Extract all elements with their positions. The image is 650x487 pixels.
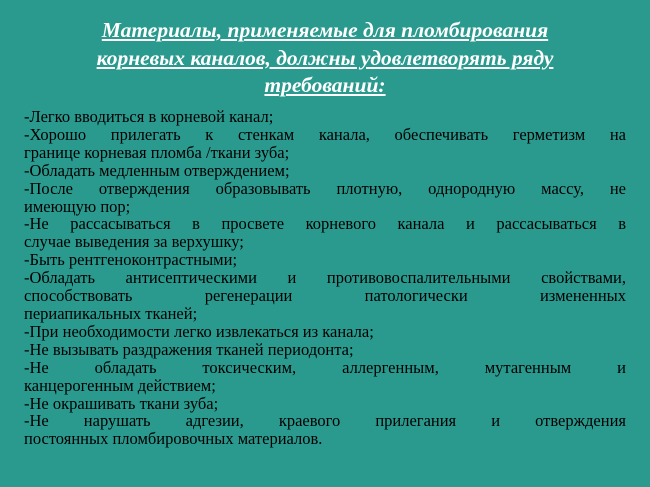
requirement-line: -Хорошо прилегать к стенкам канала, обеспечивать герметизм на [24, 124, 626, 144]
requirement-line: границе корневая пломба /ткани зуба; [24, 142, 290, 162]
title-line-1: Материалы, применяемые для пломбирования [101, 18, 549, 42]
title-line-3: требований: [264, 73, 386, 97]
title-line-2: корневых каналов, должны удовлетворять ряду [96, 45, 554, 70]
requirement-line: -Не рассасываться в просвете корневого канала и рассасываться в [24, 214, 626, 234]
requirement-item-1 [24, 108, 626, 126]
requirement-line: имеющую пор; [24, 196, 131, 216]
requirement-line: -Не окрашивать ткани зуба; [24, 393, 219, 413]
requirement-line: случае выведения за верхушку; [24, 232, 244, 252]
requirement-item-9 [24, 341, 626, 359]
requirement-item-8 [24, 323, 626, 341]
requirement-line: -Не вызывать раздражения тканей периодонта; [24, 339, 354, 359]
requirement-item-12 [24, 412, 626, 448]
requirement-item-7 [24, 269, 626, 323]
requirement-line: -Не нарушать адгезии, краевого прилегания и отверждения [24, 411, 626, 431]
requirement-item-3 [24, 162, 626, 180]
requirement-item-6 [24, 251, 626, 269]
requirement-line: -После отверждения образовывать плотную, однородную массу, не [24, 178, 626, 198]
requirement-item-4 [24, 180, 626, 216]
requirement-line: канцерогенным действием; [24, 375, 216, 395]
requirement-item-10 [24, 359, 626, 395]
requirement-item-5 [24, 215, 626, 251]
requirement-item-2 [24, 126, 626, 162]
requirement-line: -При необходимости легко извлекаться из канала; [24, 321, 374, 341]
requirement-line: -Обладать антисептическими и противовоспалительными свойствами, [24, 268, 626, 288]
requirements-list [24, 108, 626, 448]
requirement-line: способствовать регенерации патологически измененных [24, 286, 626, 306]
requirement-line: -Обладать медленным отверждением; [24, 160, 290, 180]
slide-title [50, 17, 600, 100]
requirement-line: -Не обладать токсическим, аллергенным, мутагенным и [24, 357, 626, 377]
requirement-line: -Быть рентгеноконтрастными; [24, 250, 238, 270]
requirement-line: периапикальных тканей; [24, 303, 198, 323]
requirement-item-11 [24, 395, 626, 413]
requirement-line: -Легко вводиться в корневой канал; [24, 107, 274, 126]
requirement-line: постоянных пломбировочных материалов. [24, 429, 323, 449]
